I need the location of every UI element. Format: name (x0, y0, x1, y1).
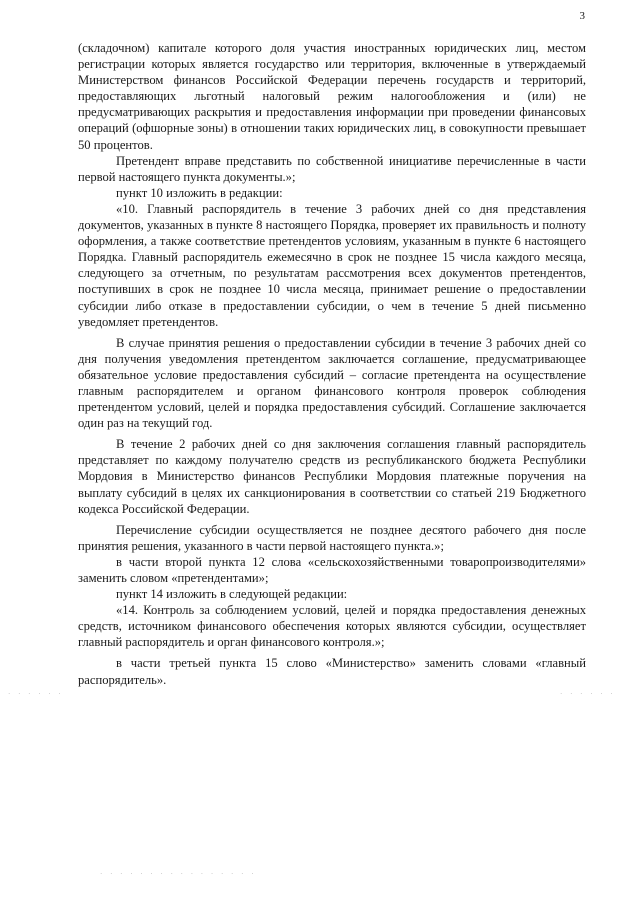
document-body (78, 40, 586, 688)
paragraph-item10-text: «10. Главный распорядитель в течение 3 рабочих дней со дня представления документов, указанных в пункте 8 настоящего Порядка, проверяет их правильность и полноту оформления, а также соответствие претендентов условиям, указанным в пункте 6 настоящего Порядка. Главный распорядитель ежемесячно в срок не позднее 15 числа каждого месяца, следующего за отчетным, по результатам рассмотрения всех документов претендентов, поступивших в срок не позднее 10 числа месяца, принимает решение о предоставлении субсидии либо отказе в предоставлении субсидии, о чем в течение 5 дней письменно уведомляет претендентов. (78, 201, 586, 329)
paragraph-item14-text: «14. Контроль за соблюдением условий, целей и порядка предоставления денежных средств, источником финансового обеспечения которых являются субсидии, осуществляет главный распорядитель и орган финансового контроля.»; (78, 603, 586, 650)
paragraph-agreement: В случае принятия решения о предоставлении субсидии в течение 3 рабочих дней со дня получения уведомления претендентом заключается соглашение, предусматривающее обязательное условие предоставления субсидий – согласие претендента на осуществление главным распорядителем и органом финансового контроля проверок соблюдения претендентом условий, целей и порядка предоставления субсидий. Соглашение заключается один раз на текущий год. (78, 335, 586, 431)
paragraph-transfer-deadline: Перечисление субсидии осуществляется не позднее десятого рабочего дня после принятия решения, указанного в части первой настоящего пункта.»; (78, 522, 586, 553)
paragraph-optional-documents: Претендент вправе представить по собственной инициативе перечисленные в части первой настоящего пункта документы.»; (78, 153, 586, 184)
scan-noise-left: · · · · · · (8, 690, 64, 698)
paragraph-item12-amendment: в части второй пункта 12 слова «сельскохозяйственными товаропроизводителями» заменить словом «претендентами»; (78, 554, 586, 585)
page-number: 3 (579, 10, 585, 22)
paragraph-item14-intro: пункт 14 изложить в следующей редакции: (116, 587, 348, 602)
paragraph-item10-intro: пункт 10 изложить в редакции: (116, 185, 283, 200)
paragraph-item15-amendment: в части третьей пункта 15 слово «Министерство» заменить словами «главный распорядитель». (78, 656, 586, 687)
scan-noise-right: · · · · · · (560, 690, 616, 698)
paragraph-payment-orders: В течение 2 рабочих дней со дня заключения соглашения главный распорядитель представляет по каждому получателю средств из республиканского бюджета Республики Мордовия в Министерство финансов Республики Мордовия платежные поручения на выплату субсидий в целях их санкционирования в соответствии со статьей 219 Бюджетного кодекса Российской Федерации. (78, 437, 586, 516)
scan-noise-bottom: · · · · · · · · · · · · · · · · (100, 870, 257, 878)
paragraph-offshore-condition: (складочном) капитале которого доля участия иностранных юридических лиц, местом регистрации которых является государство или территория, включенные в утверждаемый Министерством финансов Российской Федерации перечень государств и территорий, предоставляющих льготный налоговый режим налогообложения и (или) не предусматривающих раскрытия и предоставления информации при проведении финансовых операций (офшорные зоны) в отношении таких юридических лиц, в совокупности превышает 50 процентов. (78, 41, 586, 152)
